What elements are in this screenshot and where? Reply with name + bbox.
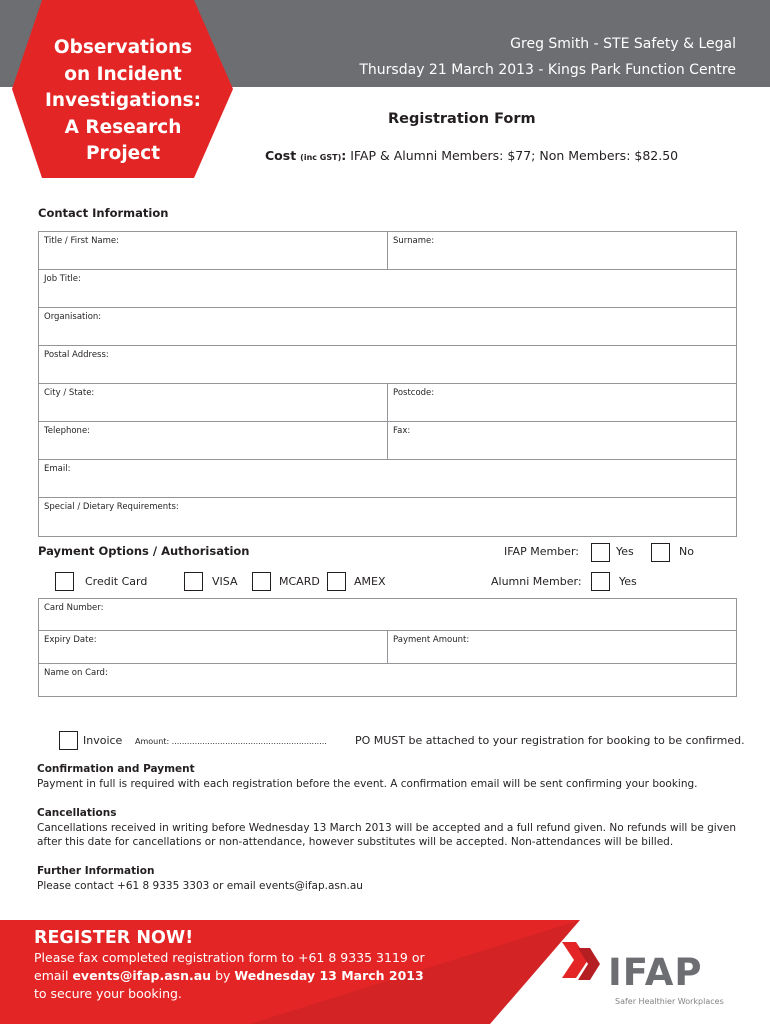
- amex-label: AMEX: [354, 575, 386, 588]
- further-info-heading: Further Information: [37, 865, 155, 877]
- cost-line: [265, 148, 678, 163]
- cost-text: IFAP & Alumni Members: $77; Non Members: $82.50: [346, 148, 679, 163]
- event-title-line: Project: [85, 143, 161, 164]
- cancellations-heading: Cancellations: [37, 807, 117, 819]
- register-email: events@ifap.asn.au: [72, 968, 212, 983]
- ifap-member-no-checkbox[interactable]: [651, 543, 670, 562]
- surname-input[interactable]: [393, 250, 731, 266]
- field-label: Organisation:: [44, 312, 102, 322]
- card-number-input[interactable]: [44, 611, 731, 627]
- cost-colon: :: [341, 148, 347, 163]
- mcard-checkbox[interactable]: [252, 572, 271, 591]
- invoice-amount-line[interactable]: Amount: .............................................................: [135, 737, 327, 746]
- title-first-name-input[interactable]: [44, 250, 382, 266]
- fax-input[interactable]: [393, 440, 731, 456]
- email-input[interactable]: [44, 478, 731, 494]
- field-label: Fax:: [393, 426, 411, 436]
- date-venue-text: Thursday 21 March 2013 - Kings Park Function Centre: [359, 62, 736, 78]
- presenter-text: Greg Smith - STE Safety & Legal: [510, 36, 736, 52]
- field-label: Telephone:: [44, 426, 91, 436]
- register-now-heading: REGISTER NOW!: [34, 928, 194, 948]
- email-field[interactable]: [38, 459, 737, 498]
- job-title-input[interactable]: [44, 288, 731, 304]
- field-label: Expiry Date:: [44, 635, 97, 645]
- city-state-input[interactable]: [44, 402, 382, 418]
- invoice-label: Invoice: [83, 734, 123, 747]
- field-label: Surname:: [393, 236, 435, 246]
- event-title: [12, 35, 234, 168]
- event-title-line: A Research: [64, 116, 182, 138]
- expiry-date-field[interactable]: [38, 630, 388, 664]
- name-on-card-field[interactable]: [38, 663, 737, 697]
- surname-field[interactable]: [387, 231, 737, 270]
- credit-card-label: Credit Card: [85, 575, 148, 588]
- register-line-3: to secure your booking.: [34, 986, 182, 1001]
- telephone-field[interactable]: [38, 421, 388, 460]
- ifap-member-no-label: No: [679, 545, 694, 558]
- cancellations-text-line1: Cancellations received in writing before Wednesday 13 March 2013 will be accepted and a full refund given. No refunds will be given: [37, 822, 737, 834]
- register-line-2-mid: by: [211, 968, 235, 983]
- postcode-field[interactable]: [387, 383, 737, 422]
- register-line-1: Please fax completed registration form to +61 8 9335 3119 or: [34, 950, 425, 965]
- field-label: Card Number:: [44, 603, 104, 613]
- card-number-field[interactable]: [38, 598, 737, 631]
- title-hexagon: [12, 0, 234, 178]
- event-title-line: Investigations:: [44, 90, 202, 111]
- organisation-field[interactable]: [38, 307, 737, 346]
- postal-address-field[interactable]: [38, 345, 737, 384]
- payment-heading: Payment Options / Authorisation: [38, 544, 250, 558]
- dietary-field[interactable]: [38, 497, 737, 537]
- credit-card-checkbox[interactable]: [55, 572, 74, 591]
- po-note: PO MUST be attached to your registration for booking to be confirmed.: [355, 734, 745, 747]
- cost-gst-note: (inc GST): [300, 153, 342, 162]
- field-label: Postal Address:: [44, 350, 109, 360]
- telephone-input[interactable]: [44, 440, 382, 456]
- form-title: Registration Form: [388, 111, 536, 127]
- visa-checkbox[interactable]: [184, 572, 203, 591]
- field-label: Job Title:: [44, 274, 81, 284]
- postal-address-input[interactable]: [44, 364, 731, 380]
- field-label: Email:: [44, 464, 71, 474]
- ifap-member-yes-label: Yes: [616, 545, 634, 558]
- confirmation-text: Payment in full is required with each registration before the event. A confirmation email will be sent confirming your booking.: [37, 778, 698, 790]
- postcode-input[interactable]: [393, 402, 731, 418]
- register-line-2: [34, 967, 425, 985]
- register-line-2-prefix: email: [34, 968, 73, 983]
- contact-heading: Contact Information: [38, 206, 169, 220]
- job-title-field[interactable]: [38, 269, 737, 308]
- field-label: Postcode:: [393, 388, 435, 398]
- field-label: City / State:: [44, 388, 95, 398]
- payment-amount-field[interactable]: [387, 630, 737, 664]
- ifap-logo-text: IFAP: [608, 951, 703, 994]
- mcard-label: MCARD: [279, 575, 320, 588]
- confirmation-heading: Confirmation and Payment: [37, 763, 195, 775]
- dietary-input[interactable]: [44, 517, 731, 533]
- event-title-line: on Incident: [64, 63, 182, 85]
- ifap-member-yes-checkbox[interactable]: [591, 543, 610, 562]
- organisation-input[interactable]: [44, 326, 731, 342]
- register-deadline: Wednesday 13 March 2013: [234, 968, 424, 983]
- ifap-member-label: IFAP Member:: [504, 545, 579, 558]
- cancellations-text-line2: after this date for cancellations or non-attendance, however substitutes will be accepted. Non-attendances will be billed.: [37, 836, 674, 848]
- expiry-date-input[interactable]: [44, 644, 382, 660]
- event-title-line: Observations: [53, 37, 193, 58]
- field-label: Title / First Name:: [44, 236, 120, 246]
- invoice-checkbox[interactable]: [59, 731, 78, 750]
- visa-label: VISA: [212, 575, 238, 588]
- further-info-text: Please contact +61 8 9335 3303 or email events@ifap.asn.au: [37, 880, 363, 892]
- amex-checkbox[interactable]: [327, 572, 346, 591]
- payment-amount-input[interactable]: [393, 644, 731, 660]
- ifap-chevron-logo-icon: [562, 940, 608, 986]
- cost-label: Cost: [265, 148, 297, 163]
- alumni-member-label: Alumni Member:: [491, 575, 582, 588]
- register-instructions: [34, 949, 425, 1003]
- title-first-name-field[interactable]: [38, 231, 388, 270]
- field-label: Payment Amount:: [393, 635, 470, 645]
- field-label: Special / Dietary Requirements:: [44, 502, 179, 512]
- name-on-card-input[interactable]: [44, 677, 731, 693]
- alumni-member-yes-label: Yes: [619, 575, 637, 588]
- fax-field[interactable]: [387, 421, 737, 460]
- ifap-tagline: Safer Healthier Workplaces: [615, 997, 724, 1006]
- alumni-member-yes-checkbox[interactable]: [591, 572, 610, 591]
- city-state-field[interactable]: [38, 383, 388, 422]
- field-label: Name on Card:: [44, 668, 108, 678]
